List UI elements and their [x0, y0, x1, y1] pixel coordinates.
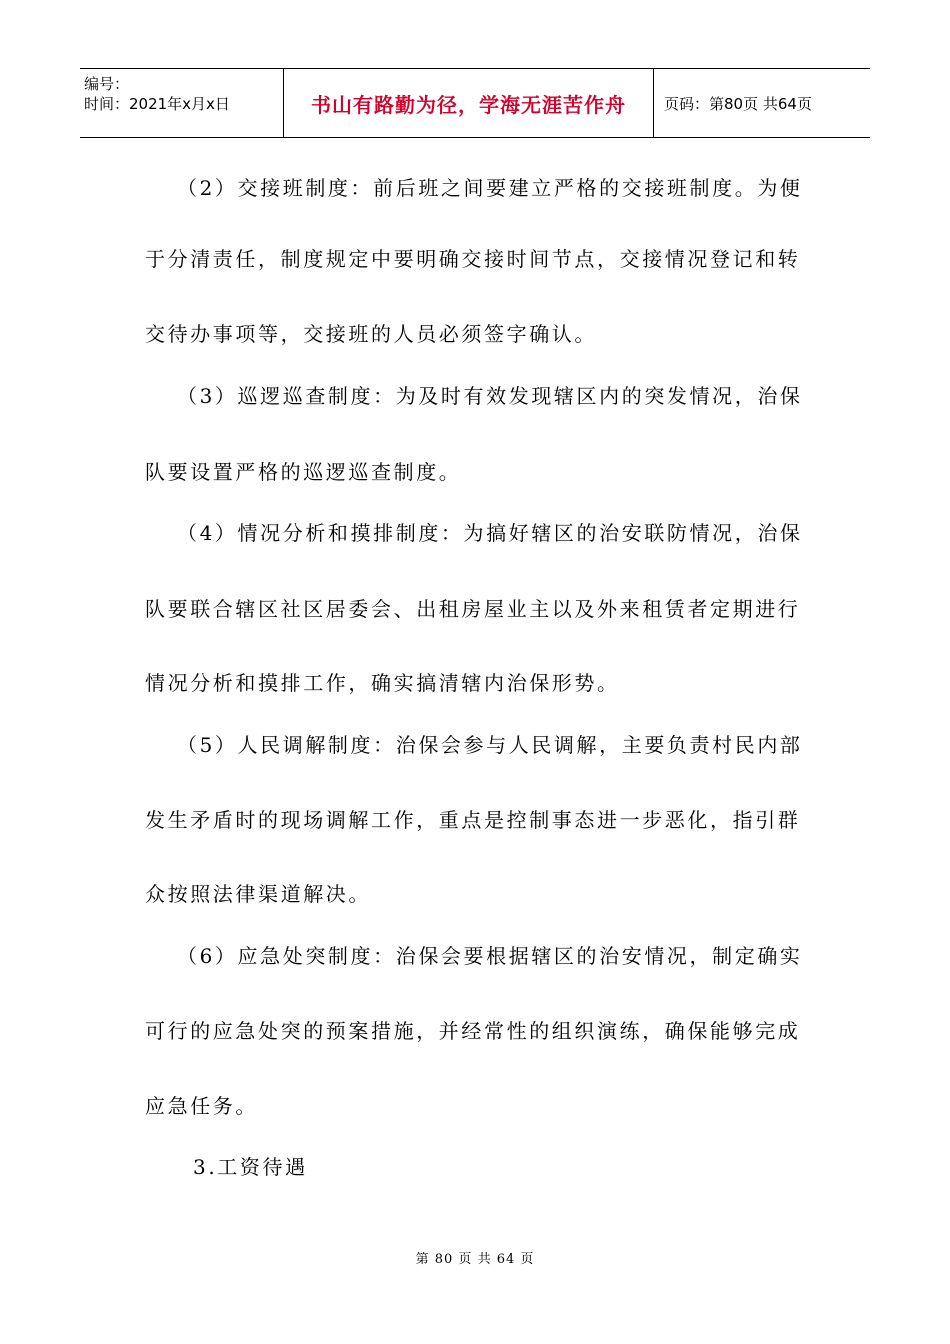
paragraph-line: 交待办事项等，交接班的人员必须签字确认。	[145, 322, 597, 346]
paragraph-line: 情况分析和摸排工作，确实搞清辖内治保形势。	[145, 671, 620, 695]
motto-text: 书山有路勤为径，学海无涯苦作舟	[311, 92, 626, 117]
paragraph-line: 队要联合辖区社区居委会、出租房屋业主以及外来租赁者定期进行	[145, 597, 801, 621]
paragraph-line: 发生矛盾时的现场调解工作，重点是控制事态进一步恶化，指引群	[145, 808, 801, 832]
paragraph-line: （5）人民调解制度：治保会参与人民调解，主要负责村民内部	[177, 733, 803, 757]
document-header	[80, 68, 870, 138]
paragraph-line: （3）巡逻巡查制度：为及时有效发现辖区内的突发情况，治保	[177, 384, 803, 408]
paragraph-line: 队要设置严格的巡逻巡查制度。	[145, 460, 462, 484]
paragraph-line: （2）交接班制度：前后班之间要建立严格的交接班制度。为便	[177, 176, 803, 200]
header-page-cell	[654, 69, 870, 137]
paragraph-line: 可行的应急处突的预案措施，并经常性的组织演练，确保能够完成	[145, 1019, 801, 1043]
document-number-label: 编号：	[84, 75, 130, 93]
paragraph-line: 应急任务。	[145, 1094, 258, 1118]
header-motto-cell	[284, 69, 654, 137]
page-info: 页码：第80页 共64页	[664, 94, 812, 113]
section-heading: 3.工资待遇	[193, 1155, 308, 1179]
paragraph-line: （4）情况分析和摸排制度：为搞好辖区的治安联防情况，治保	[177, 521, 803, 545]
header-meta-cell	[80, 69, 284, 137]
page-footer: 第 80 页 共 64 页	[415, 1252, 535, 1267]
paragraph-line: （6）应急处突制度：治保会要根据辖区的治安情况，制定确实	[177, 944, 803, 968]
paragraph-line: 于分清责任，制度规定中要明确交接时间节点，交接情况登记和转	[145, 247, 801, 271]
document-date: 时间：2021年x月x日	[84, 95, 230, 113]
paragraph-line: 众按照法律渠道解决。	[145, 882, 371, 906]
